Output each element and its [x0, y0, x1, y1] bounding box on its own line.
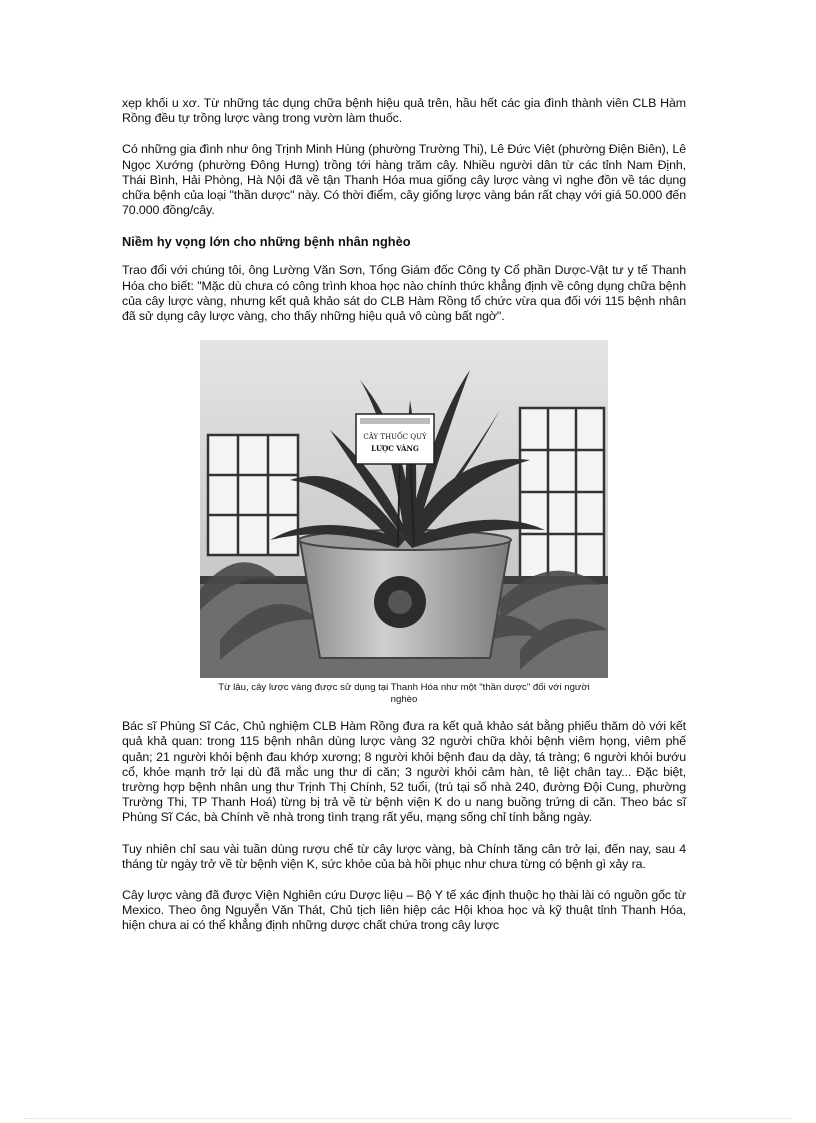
- sign-line-1: CÂY THUỐC QUÝ: [363, 433, 427, 442]
- section-heading: Niềm hy vọng lớn cho những bệnh nhân nghèo: [122, 234, 411, 250]
- paragraph-1: xẹp khối u xơ. Từ những tác dụng chữa bệnh hiệu quả trên, hầu hết các gia đình thành viên CLB Hàm Rồng đều tự trồng lược vàng trong vườn làm thuốc.: [122, 96, 686, 126]
- plant-sign: [356, 414, 434, 464]
- photo-figure: [200, 340, 608, 705]
- paragraph-6: Cây lược vàng đã được Viện Nghiên cứu Dược liệu – Bộ Y tế xác định thuộc họ thài lài có nguồn gốc từ Mexico. Theo ông Nguyễn Văn Thát, Chủ tịch liên hiệp các Hội khoa học và kỹ thuật tỉnh Thanh Hóa, hiện chưa ai có thể khẳng định những dược chất chứa trong cây lược: [122, 888, 686, 933]
- paragraph-3: Trao đổi với chúng tôi, ông Lường Văn Sơn, Tổng Giám đốc Công ty Cổ phần Dược-Vật tư y tế Thanh Hóa cho biết: "Mặc dù chưa có công trình khoa học nào chính thức khẳng định về công dụng chữa bệnh của cây lược vàng, nhưng kết quả khảo sát do CLB Hàm Rồng tổ chức vừa qua đối với 115 bệnh nhân đã sử dụng cây lược vàng, cho thấy những hiệu quả vô cùng bất ngờ".: [122, 263, 686, 324]
- paragraph-4: Bác sĩ Phùng Sĩ Các, Chủ nghiệm CLB Hàm Rồng đưa ra kết quả khảo sát bằng phiếu thăm dò với kết quả khả quan: trong 115 bệnh nhân dùng lược vàng 32 người chữa khỏi bệnh viêm họng, viêm phế quản; 21 người khỏi bệnh đau khớp xương; 8 người khỏi bệnh đau dạ dày, tá tràng; 6 người khỏi bướu cổ, khỏe mạnh trở lại dù đã mắc ung thư di căn; 3 người khỏi cảm hàn, tê liệt chân tay... Đặc biệt, trường hợp bệnh nhân ung thư Trịnh Thị Chính, 52 tuổi, (trú tại số nhà 240, đường Đội Cung, phường Trường Thi, TP Thanh Hoá) từng bị trả về từ bệnh viện K do u nang buồng trứng di căn. Theo bác sĩ Phùng Sĩ Các, bà Chính về nhà trong tình trạng rất yếu, mạng sống chỉ tính bằng ngày.: [122, 719, 686, 825]
- sign-line-2: LƯỢC VÀNG: [371, 444, 419, 454]
- right-window: [520, 408, 604, 578]
- photo-caption: Từ lâu, cây lược vàng được sử dụng tại Thanh Hóa như một "thần dược" đối với người nghèo: [218, 682, 590, 705]
- left-window: [208, 435, 298, 555]
- page-bottom-rule: [24, 1118, 792, 1119]
- lược-vàng-plant-photo: [200, 340, 608, 678]
- document-page: [122, 96, 686, 950]
- paragraph-5: Tuy nhiên chỉ sau vài tuần dùng rượu chế từ cây lược vàng, bà Chính tăng cân trở lại, đến nay, sau 4 tháng từ ngày trở về từ bệnh viện K, sức khỏe của bà hồi phục như chưa từng có bệnh gì xảy ra.: [122, 841, 686, 871]
- paragraph-2: Có những gia đình như ông Trịnh Minh Hùng (phường Trường Thi), Lê Đức Việt (phường Điện Biên), Lê Ngọc Xướng (phường Đông Hưng) trồng tới hàng trăm cây. Nhiều người dân từ các tỉnh Nam Định, Thái Bình, Hải Phòng, Hà Nội đã về tận Thanh Hóa mua giống cây lược vàng vì nghe đồn về tác dụng chữa bệnh của loại "thần dược" này. Có thời điểm, cây giống lược vàng bán rất chạy với giá 50.000 đến 70.000 đồng/cây.: [122, 142, 686, 218]
